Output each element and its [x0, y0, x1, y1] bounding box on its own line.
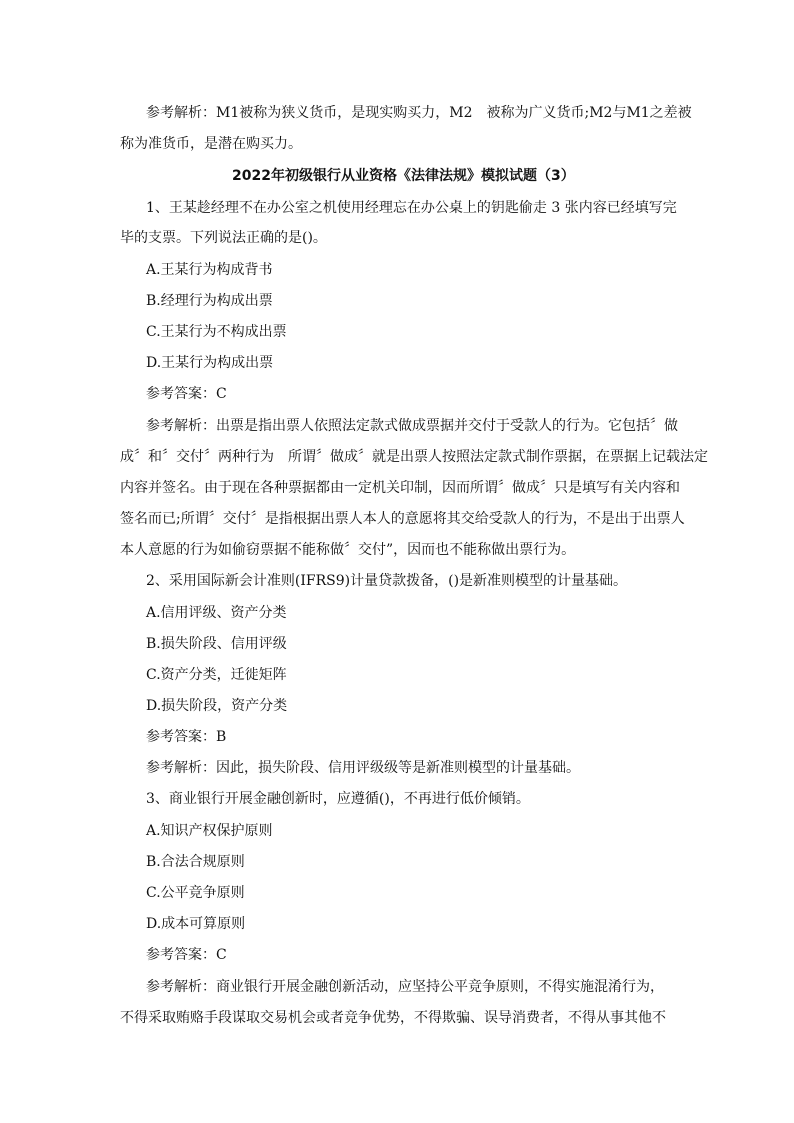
- question-1-stem: 1、王某趁经理不在办公室之机使用经理忘在办公桌上的钥匙偷走 3 张内容已经填写完: [146, 200, 677, 216]
- page-title: 2022年初级银行从业资格《法律法规》模拟试题（3）: [232, 168, 575, 184]
- question-3-analysis: 不得采取贿赂手段谋取交易机会或者竞争优势，不得欺骗、误导消费者，不得从事其他不: [120, 1010, 666, 1026]
- question-1-analysis: 参考解析：出票是指出票人依照法定款式做成票据并交付于受款人的行为。它包括〞做: [146, 418, 678, 434]
- question-3-option-d: D.成本可算原则: [146, 916, 246, 932]
- question-2-option-c: C.资产分类，迁徙矩阵: [146, 667, 287, 683]
- question-1-analysis: 成〞和〞交付〞两种行为 所谓〞做成〞就是出票人按照法定款式制作票据，在票据上记载法定: [120, 449, 708, 465]
- question-3-option-a: A.知识产权保护原则: [146, 823, 273, 839]
- question-1-analysis: 签名而已;所谓〞交付〞是指根据出票人本人的意愿将其交给受款人的行为，不是出于出票人: [120, 511, 685, 527]
- question-1-analysis: 内容并签名。由于现在各种票据都由一定机关印制，因而所谓〞做成〞只是填写有关内容和: [120, 480, 680, 496]
- question-3-answer: 参考答案：C: [146, 947, 227, 963]
- question-3-option-b: B.合法合规原则: [146, 854, 245, 870]
- question-1-analysis: 本人意愿的行为如偷窃票据不能称做〞交付”，因而也不能称做出票行为。: [120, 542, 576, 558]
- question-1-option-d: D.王某行为构成出票: [146, 355, 274, 371]
- question-2-stem: 2、采用国际新会计准则(IFRS9)计量贷款拨备，()是新准则模型的计量基础。: [146, 573, 628, 589]
- question-1-stem: 毕的支票。下列说法正确的是()。: [120, 230, 327, 246]
- question-2-answer: 参考答案：B: [146, 729, 227, 745]
- question-1-answer: 参考答案：C: [146, 386, 227, 402]
- question-1-option-b: B.经理行为构成出票: [146, 293, 273, 309]
- question-1-option-c: C.王某行为不构成出票: [146, 324, 287, 340]
- intro-analysis-line: 称为准货币，是潜在购买力。: [120, 136, 302, 152]
- question-2-analysis: 参考解析：因此，损失阶段、信用评级级等是新准则模型的计量基础。: [146, 760, 580, 776]
- question-2-option-a: A.信用评级、资产分类: [146, 605, 287, 621]
- question-2-option-b: B.损失阶段、信用评级: [146, 636, 287, 652]
- question-2-option-d: D.损失阶段，资产分类: [146, 698, 288, 714]
- intro-analysis-line: 参考解析：M1被称为狭义货币，是现实购买力，M2 被称为广义货币;M2与M1之差被: [146, 105, 692, 121]
- question-1-option-a: A.王某行为构成背书: [146, 262, 273, 278]
- question-3-analysis: 参考解析：商业银行开展金融创新活动，应坚持公平竞争原则，不得实施混淆行为，: [146, 979, 664, 995]
- question-3-option-c: C.公平竞争原则: [146, 885, 245, 901]
- question-3-stem: 3、商业银行开展金融创新时，应遵循()，不再进行低价倾销。: [146, 791, 530, 807]
